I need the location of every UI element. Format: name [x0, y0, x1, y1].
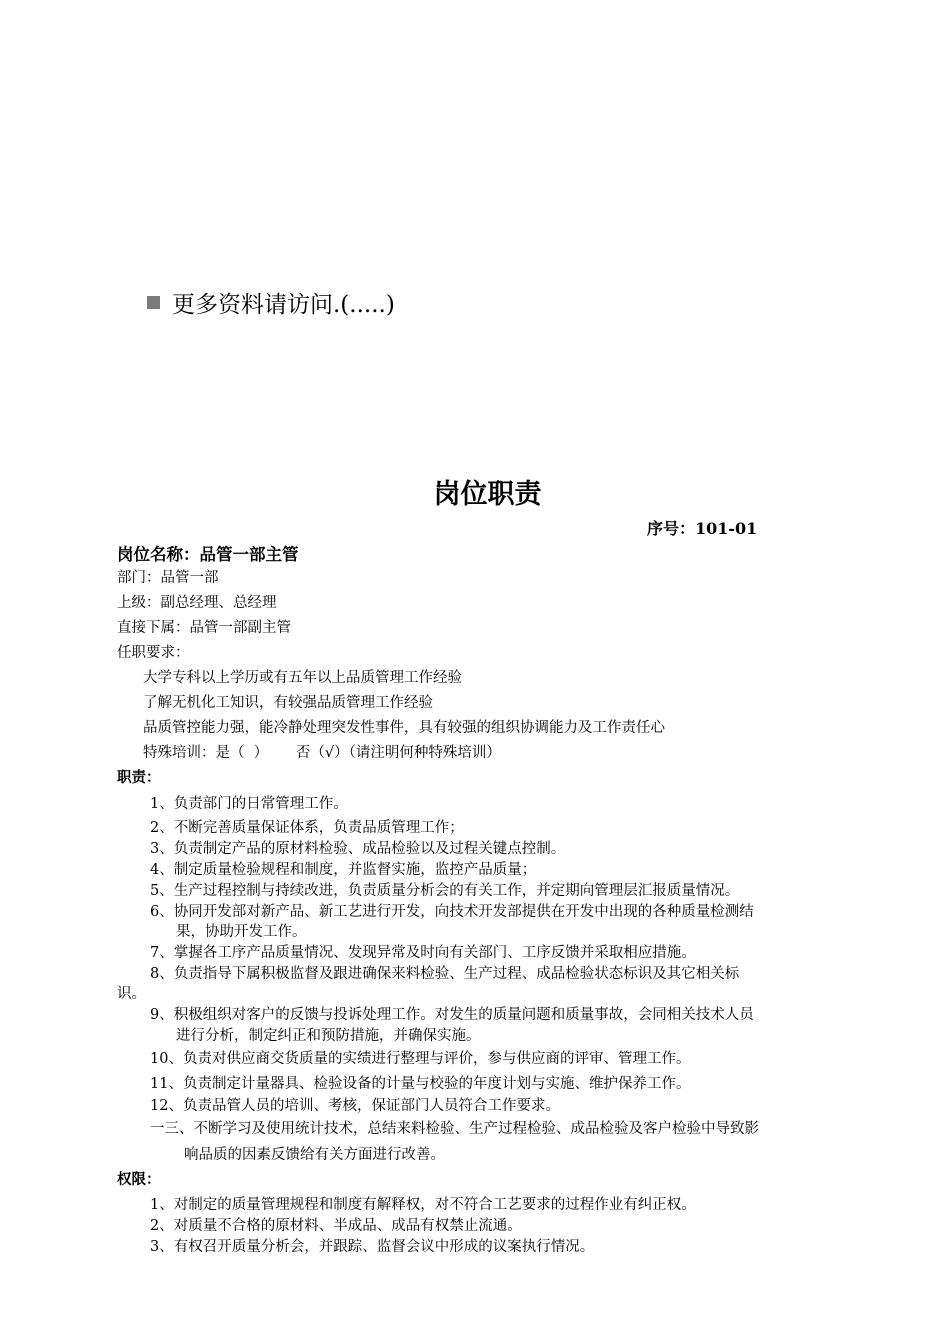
doc-title: 岗位职责: [433, 479, 542, 510]
duty-item: 4、制定质量检验规程和制度，并监督实施，监控产品质量；: [150, 862, 537, 878]
authority-label: 权限：: [117, 1171, 161, 1188]
banner-text: 更多资料请访问.(.....): [172, 292, 395, 318]
requirement-item: 了解无机化工知识，有较强品质管理工作经验: [143, 695, 433, 711]
authority-item: 2、对质量不合格的原材料、半成品、成品有权禁止流通。: [150, 1218, 522, 1234]
duty-item: 1、负责部门的日常管理工作。: [150, 796, 348, 812]
duty-item: 12、负责品管人员的培训、考核，保证部门人员符合工作要求。: [150, 1098, 560, 1114]
duty-item-continued: 进行分析，制定纠正和预防措施，并确保实施。: [176, 1028, 481, 1044]
duty-item: 一三、不断学习及使用统计技术，总结来料检验、生产过程检验、成品检验及客户检验中导致影: [150, 1121, 759, 1137]
duty-item-continued: 响品质的因素反馈给有关方面进行改善。: [184, 1147, 445, 1163]
post-name: 岗位名称：品管一部主管: [117, 545, 299, 564]
authority-item: 1、对制定的质量管理规程和制度有解释权，对不符合工艺要求的过程作业有纠正权。: [150, 1197, 696, 1213]
requirements-label: 任职要求：: [117, 645, 190, 661]
authority-item: 3、有权召开质量分析会，并跟踪、监督会议中形成的议案执行情况。: [150, 1239, 595, 1255]
requirement-item: 大学专科以上学历或有五年以上品质管理工作经验: [143, 670, 462, 686]
duty-item: 7、掌握各工序产品质量情况、发现异常及时向有关部门、工序反馈并采取相应措施。: [150, 945, 696, 961]
subordinate: 直接下属：品管一部副主管: [117, 620, 291, 636]
duty-item: 11、负责制定计量器具、检验设备的计量与校验的年度计划与实施、维护保养工作。: [150, 1076, 691, 1092]
duty-item: 2、不断完善质量保证体系，负责品质管理工作；: [150, 820, 464, 836]
banner: [147, 286, 395, 319]
superior: 上级：副总经理、总经理: [117, 595, 277, 611]
duty-item: 3、负责制定产品的原材料检验、成品检验以及过程关键点控制。: [150, 841, 566, 857]
duty-item: 8、负责指导下属积极监督及跟进确保来料检验、生产过程、成品检验状态标识及其它相关标: [150, 966, 740, 982]
department: 部门：品管一部: [117, 570, 219, 586]
duty-item: 9、积极组织对客户的反馈与投诉处理工作。对发生的质量问题和质量事故，会同相关技术人员: [150, 1007, 754, 1023]
requirement-item: 品质管控能力强，能冷静处理突发性事件，具有较强的组织协调能力及工作责任心: [143, 720, 665, 736]
duty-item-continued: 果，协助开发工作。: [176, 924, 307, 940]
duty-item: 10、负责对供应商交货质量的实绩进行整理与评价，参与供应商的评审、管理工作。: [150, 1051, 691, 1067]
duties-label: 职责：: [117, 769, 161, 786]
serial-number: 序号：101-01: [647, 519, 758, 538]
duty-item: 6、协同开发部对新产品、新工艺进行开发，向技术开发部提供在开发中出现的各种质量检测结: [150, 904, 754, 920]
duty-item-continued: 识。: [117, 986, 146, 1002]
special-training: 特殊培训：是（ ） 否（√）（请注明何种特殊培训）: [143, 745, 501, 761]
duty-item: 5、生产过程控制与持续改进，负责质量分析会的有关工作，并定期向管理层汇报质量情况。: [150, 883, 740, 899]
square-bullet-icon: [147, 296, 160, 309]
